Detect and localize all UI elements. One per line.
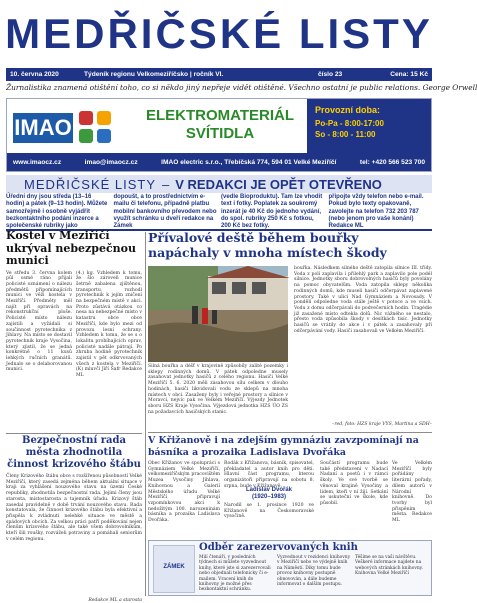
advert-headline-line-1: ELEKTROMATERIÁL <box>145 107 295 124</box>
office-hours-notice <box>6 194 432 228</box>
section-divider <box>148 432 432 433</box>
article-kostel-columns <box>6 271 142 453</box>
notice-col-1: Úřední dny jsou středa (13–16 hodin) a pátek (9–13 hodin). Můžete samozřejmě i osobně vyjádřit bezkontaktního podání inzerce a společenské rubriky jako <box>6 194 108 230</box>
article-dvorak-headline[interactable]: V Křižanově i na zdejším gymnáziu zavzpomínají na básníka a prozaika Ladislava Dvořáka <box>148 435 419 458</box>
flood-photo <box>148 266 288 362</box>
advert-top <box>7 99 431 153</box>
section-divider <box>6 433 142 434</box>
issue-description: Týdeník regionu Velkomeziříčsko | ročník VI. <box>84 71 224 78</box>
banner-brand: MEDŘIČSKÉ LISTY <box>24 176 157 192</box>
article-security-credit: Redakce ML a starosta <box>88 598 142 603</box>
flood-photo-image <box>148 266 288 362</box>
newspaper-title: MEDŘIČSKÉ LISTY <box>5 10 433 57</box>
logo-square-icon <box>97 111 111 125</box>
opening-hours-weekday: Po-Pa - 8:00-17:00 <box>315 119 384 128</box>
library-notice-col-1: Milí čtenáři, v posledních týdnech si můžete vyzvednout knihy, které jste si zarezervovali nebo objednali telefonicky či e-mailem. Vracení knih do knihovny je možné přes bezkontaktní schránku. <box>199 555 271 593</box>
library-notice-col-3: Těšíme se na vaši návštěvu. Veškeré informace najdete na webových stránkách knihovny. Knihovna Velké Meziříčí <box>355 555 423 577</box>
logo-square-icon <box>79 129 93 143</box>
orwell-quote: Žurnalistika znamená otištění toho, co si někdo jiný nepřeje vidět otištěné. Všechno ostatní je public relations. George Orwell <box>6 83 477 92</box>
logo-square-icon <box>79 111 93 125</box>
advert-contact-bar <box>7 153 431 171</box>
issue-price: Cena: 15 Kč <box>390 71 428 78</box>
advert-headline-line-2: SVÍTIDLA <box>185 125 255 142</box>
opening-hours <box>307 99 431 153</box>
article-dvorak-col-4: Ve Velkém Meziříčí byly pořádány literární pořady, dílem autorů v Národní knihovně. Do tvorby byl přispěním města. Redakce ML <box>392 461 432 524</box>
article-kostel-headline[interactable]: Kostel v Meziříčí ukrýval nebezpečnou munici <box>6 229 136 267</box>
notice-col-2: dopoušt, a to prostřednictvím e-mailu či telefonu, případně platbu mobilní bankovního převodem nebo využít schránku u dveří redakce na Zámek <box>113 194 217 230</box>
column-divider <box>145 232 146 596</box>
article-rain-credit: –red, foto: HZS kraje VYS, Martina a SDH– <box>332 422 432 427</box>
advert-web-link[interactable]: www.imaocz.cz <box>13 158 62 166</box>
notice-col-4: připojte vždy telefon nebo e-mail. Pokud bylo texty opakovaně, zavolejte na telefon 732 203 787 (nebo jenom pro vaše konání) Redakce ML <box>328 194 424 230</box>
advert-email-link[interactable]: imao@imaocz.cz <box>84 158 138 166</box>
library-notice[interactable] <box>148 540 432 596</box>
library-notice-col-2: Vyzvednout v rezidenci knihovny v Meziříčí nebo ve výdejně knih na Náměstí. Díky tomu bude provoz knihovny postupně obnovován, a dále budeme informovat o dalším postupu. <box>277 555 351 588</box>
advert-phone: tel: +420 566 523 700 <box>359 158 425 166</box>
banner-separator: – <box>162 176 170 192</box>
dvorak-years: (1920–1983) <box>251 494 287 500</box>
article-dvorak-col-2-text-b: Narodil se 1. prosince 1920 ve Křižanově na Českomoravské vysočině. <box>224 503 314 520</box>
article-rain-headline[interactable]: Přívalové deště během bouřky napáchaly v mnoha místech škody <box>148 230 387 260</box>
imao-advert[interactable] <box>6 98 432 172</box>
article-rain-column <box>294 266 432 430</box>
imao-logo-text: IMAO <box>13 113 73 143</box>
library-logo-text: ZÁMEK <box>163 564 185 570</box>
issue-number: číslo 23 <box>318 71 343 78</box>
advert-headline <box>135 107 305 147</box>
logo-square-icon <box>97 129 111 143</box>
banner-title: V REDAKCI JE OPĚT OTEVŘENO <box>175 176 382 192</box>
article-kostel[interactable] <box>6 230 142 435</box>
opening-hours-title: Provozní doba: <box>315 105 380 115</box>
article-security-council[interactable] <box>6 435 142 603</box>
info-bar <box>6 68 432 81</box>
imao-logo <box>13 107 123 147</box>
article-rain[interactable] <box>148 230 432 430</box>
library-notice-body <box>199 555 429 595</box>
article-dvorak-col-3: Součástí programu bude také představení v Nadaci Nadaní a poetů i v rámci školy. Ve své tvorbě se věnoval krajině Vysočiny a lidem, kteří v ní žijí. Setkání se uskuteční ve škole, kde působil. <box>320 461 388 506</box>
dvorak-name: Ladislav Dvořák <box>245 487 293 493</box>
article-security-body: Členy Krizového štábu obce s rozšířenou působností Velké Meziříčí, který zasedá zejména během aktuální situace v kraji za vyhlášení nouzového stavu na území České republiky, zhodnotila bezpečnostní rada. Jejími členy jsou starosta, místostarosta a tajemník úřadu. Krizový štáb zasedal pravidelně v době trvání nouzového stavu. Rada konstatovala, že činnost krizového štábu byla efektivní a přispěla k zvládnutí nelehké situace ve městě a spádových obcích. Za velkou práci patří poděkování nejen členům krizového štábu, ale také všem dobrovolníkům, kteří šili roušky, rozváželi potraviny a pomáhali seniorům v celém regionu. <box>6 474 142 542</box>
article-kostel-body-1: Ve středu 3. června kolem půl osmé ráno přijali policisté oznámení o nálezu předmětů připomínajících munici ve věži kostela v Meziříčí. Předměty měl najít při opravách na rekonstrukční ploše. Policisté místo nálezu zajistili a vyžádali si součinnost pyrotechnika z Jihlavy. Na místo se dostavil pyrotechnik kraje Vysočina, který zjistil, že se jedná konkrétně o 11 kusů lehkých ručních granátů. Jednalo se o delaborovanou munici. <box>6 270 72 373</box>
library-logo <box>153 545 195 593</box>
issue-date: 10. června 2020 <box>10 71 59 78</box>
masthead <box>0 4 438 66</box>
article-dvorak-col-1: Obec Křižanov ve spolupráci s Gymnáziem Velké Meziříčí, velkomeziříčským pracovištěm Muzea Vysočiny Jihlava, Knihovnou a Galerií Městského úřadu Velké Meziříčí připravují vzpomínkovou akci k nedožitým 100. narozeninám básníka a prozaika Ladislava Dvořáka. <box>148 461 220 524</box>
notice-col-3: (vedle Bioproduktu). Tam lze vhodit text i fotky. Poplatek za soukromý inzerát je 40 Kč do jednoho vydání, do spol. rubriky 250 Kč s fotkou, 200 Kč bez fotky. <box>221 194 323 230</box>
article-security-headline[interactable]: Bezpečnostní rada města zhodnotila činnost krizového štábu <box>7 435 141 470</box>
article-dvorak[interactable] <box>148 435 432 535</box>
article-dvorak-col-2-text: Rodák z Křižanova, básník, spisovatel, překladatel a autor knih pro děti. Hlavní část programu, kterou organizátoři připravují na sobotu 8. srpna, bude v Křižanově. <box>224 461 314 489</box>
advert-address: IMAO electric s.r.o., Třebíčská 774, 594 01 Velké Meziříčí <box>161 158 337 166</box>
dvorak-portrait-caption <box>224 487 314 501</box>
editorial-banner <box>6 175 432 193</box>
opening-hours-saturday: So - 8:00 - 11:00 <box>315 130 376 139</box>
article-kostel-body-2: (4.) kg. Vzhledem k tomu, že šlo zároveň munice šetrně zabalena zjištěnou, transportu, rozhodl pyrotechnik k jejím zničení na bezpečném místě v akci. Proto zůstává otázkou co nesa na nebezpečné místo v katastru obce obce Meziříčí, kde bylo mezi od provozu lesní ochrany. Vzhledem k tomu, že se s o lokalitu probíhajících oprav, policisté nadále pátrají. Po zhruba hodině pyrotechnik zajistil v pět odkrvovaných všech z kostela v Meziříčí. (K) mluvčí Jiří Šafr Redakce ML <box>76 270 142 379</box>
flood-photo-caption: Silná bouřka a déšť v krajovině způsobily zalité pozemky i sklepy rodinných domů. V pátek odpoledne musely zasahovat jednotky hasičů z celého regionu. Hasiči Velké Meziříčí 5. 6. 2020 měli zásahovou sílu celkem v dlouho hodinách, hasiči likvidovali vodu ze sklepů na mnoha místech v obci. Zasaženy byly i veřejné prostory a silnice v Moravci, nejvíc pak ve Velkém Meziříčí. Výjezdy Jednotek sboru HZS Kraje Vysočina. Výjezdová jednotka HZS ÚO ZS na požadavcích hasičských stanic. <box>148 364 288 415</box>
library-notice-headline[interactable]: Odběr zarezervovaných knih <box>199 542 358 553</box>
article-rain-body: bouřka. Následkem silného deště zatopila silnice III. třídy. Voda z polí zaplavila i přilehlý park a zaplavilo pole podél silnice. Jednotky sboru dobrovolných hasičů byly povolány na pomoc obyvatelům. Voda zatopila sklepy několika rodinných domů, kde museli hasiči odčerpávat zaplavené prostory. Také v ulici Nad Gymnáziem a Novosady. V pondělí odpoledne voda stále ještě v potoce a ve vsích. Vodu z domu odčerpávali do podvečerních hodin. Tragédie již zasažené místo odtekla dolů. Nic vážného se nestalo, přesto voda způsobila škody v desítkách tisíc. Jednotky hasičů se vrátily do akce i v pátek a zasahovaly při odčerpávání vody. Hasiči zasahovali ve Velkém Meziříčí. <box>294 266 432 334</box>
